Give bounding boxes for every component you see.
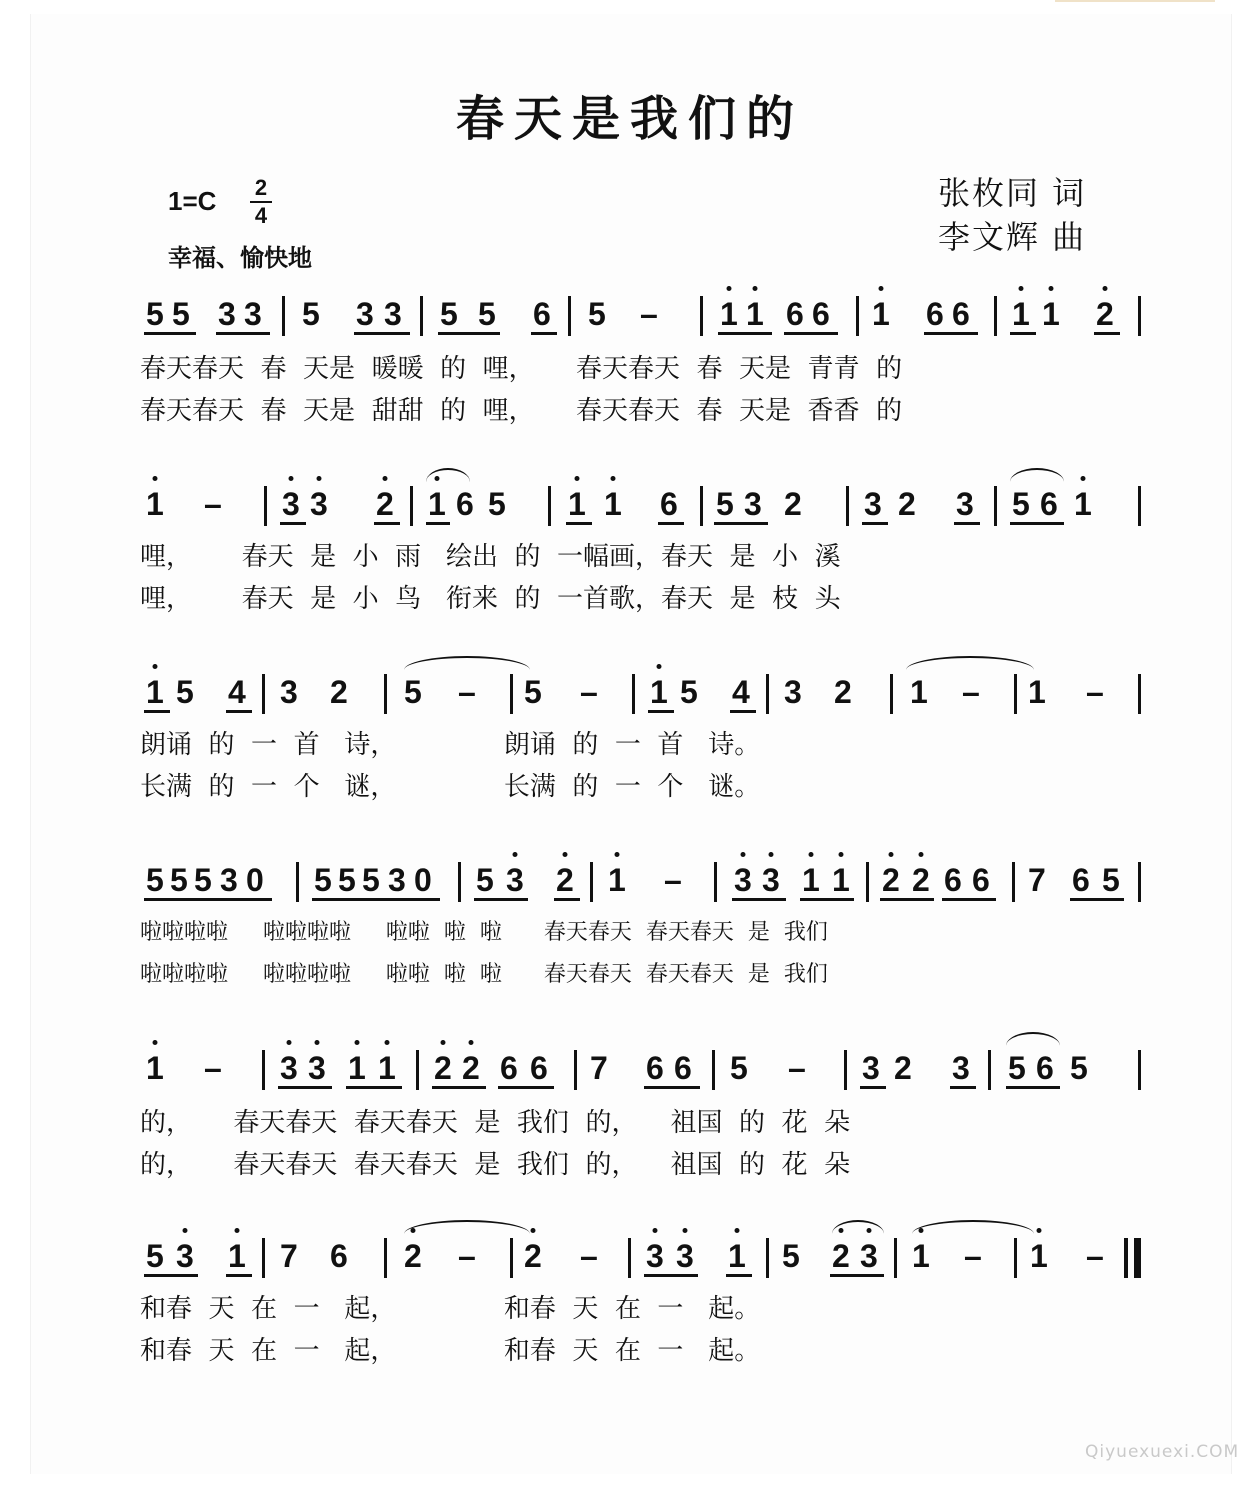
note: 5 <box>716 486 734 522</box>
note: 5 <box>170 862 188 898</box>
note: 1 <box>832 864 850 896</box>
barline <box>510 674 513 714</box>
rhythm-underline <box>880 898 934 901</box>
rhythm-underline <box>644 1086 700 1089</box>
final-barline <box>1124 1238 1128 1278</box>
rhythm-underline <box>730 710 756 713</box>
rhythm-underline <box>226 710 252 713</box>
octave-dot <box>918 852 923 857</box>
octave-dot <box>752 286 757 291</box>
note: 5 <box>146 1238 164 1274</box>
final-barline <box>1134 1238 1141 1278</box>
barline <box>632 674 635 714</box>
note: 1 <box>802 864 820 896</box>
barline <box>894 1238 897 1278</box>
octave-dot <box>682 1228 687 1233</box>
note: 3 <box>956 486 974 522</box>
rhythm-underline <box>226 1274 252 1277</box>
note: 5 <box>302 296 320 332</box>
note: 3 <box>176 1240 194 1272</box>
note: 3 <box>388 862 406 898</box>
rhythm-underline <box>498 1086 554 1089</box>
octave-dot <box>768 852 773 857</box>
dash-extension: – <box>580 1238 598 1274</box>
note: 3 <box>220 862 238 898</box>
note: 5 <box>1070 1050 1088 1086</box>
note: 2 <box>556 864 574 896</box>
rhythm-underline <box>474 898 528 901</box>
note: 3 <box>784 674 802 710</box>
note: 6 <box>646 1050 664 1086</box>
octave-dot <box>656 664 661 669</box>
note: 1 <box>872 298 890 330</box>
octave-dot <box>288 476 293 481</box>
barline <box>262 1050 265 1090</box>
note: 5 <box>176 674 194 710</box>
note: 3 <box>676 1240 694 1272</box>
note: 6 <box>972 862 990 898</box>
lyric-line-verse-2: 的， 春天春天 春天春天 是 我们 的， 祖国 的 花 朵 <box>140 1150 851 1180</box>
octave-dot <box>726 286 731 291</box>
time-signature-bottom: 4 <box>254 203 268 228</box>
octave-dot <box>1102 286 1107 291</box>
note: 1 <box>228 1240 246 1272</box>
rhythm-underline <box>658 522 684 525</box>
rhythm-underline <box>144 898 192 901</box>
rhythm-underline <box>354 332 410 335</box>
rhythm-underline <box>718 332 772 335</box>
barline <box>856 296 859 336</box>
note: 1 <box>746 298 764 330</box>
note: 0 <box>414 862 432 898</box>
octave-dot <box>152 664 157 669</box>
barline <box>866 862 869 902</box>
lyric-line-verse-1: 的， 春天春天 春天春天 是 我们 的， 祖国 的 花 朵 <box>140 1108 851 1138</box>
lyric-line-verse-1: 和春 天 在 一 起， 和春 天 在 一 起。 <box>140 1294 761 1324</box>
note: 4 <box>228 674 246 710</box>
octave-dot <box>1018 286 1023 291</box>
rhythm-underline <box>360 898 440 901</box>
lyric-line-verse-1: 朗诵 的 一 首 诗， 朗诵 的 一 首 诗。 <box>140 730 761 760</box>
octave-dot <box>512 852 517 857</box>
lyric-line-verse-2: 长满 的 一 个 谜， 长满 的 一 个 谜。 <box>140 772 761 802</box>
barline <box>548 486 551 526</box>
note: 6 <box>944 862 962 898</box>
note: 5 <box>172 296 190 332</box>
octave-dot <box>1080 476 1085 481</box>
note: 2 <box>912 864 930 896</box>
note: 5 <box>680 674 698 710</box>
note: 3 <box>864 486 882 522</box>
note: 5 <box>588 296 606 332</box>
barline <box>384 674 387 714</box>
barline <box>510 1238 513 1278</box>
barline <box>1138 862 1141 902</box>
note: 3 <box>862 1050 880 1086</box>
barline <box>420 296 423 336</box>
barline <box>416 1050 419 1090</box>
composer-credit: 李文辉 曲 <box>938 218 1087 256</box>
octave-dot <box>182 1228 187 1233</box>
note: 1 <box>1030 1240 1048 1272</box>
octave-dot <box>316 476 321 481</box>
note: 6 <box>330 1238 348 1274</box>
rhythm-underline <box>554 898 580 901</box>
note: 6 <box>1072 862 1090 898</box>
note: 5 <box>338 862 356 898</box>
note: 6 <box>456 486 474 522</box>
octave-dot <box>1048 286 1053 291</box>
rhythm-underline <box>1006 1086 1060 1089</box>
rhythm-underline <box>954 522 980 525</box>
note: 2 <box>894 1050 912 1086</box>
barline <box>994 296 997 336</box>
lyricist-credit: 张枚同 词 <box>938 174 1087 212</box>
time-signature <box>250 176 272 228</box>
note: 3 <box>244 296 262 332</box>
barline <box>458 862 461 902</box>
note: 5 <box>1008 1050 1026 1086</box>
lyric-line-verse-2: 和春 天 在 一 起， 和春 天 在 一 起。 <box>140 1336 761 1366</box>
note: 1 <box>348 1052 366 1084</box>
rhythm-underline <box>862 522 888 525</box>
rhythm-underline <box>644 1274 698 1277</box>
rhythm-underline <box>312 898 360 901</box>
octave-dot <box>354 1040 359 1045</box>
note: 7 <box>280 1238 298 1274</box>
rhythm-underline <box>216 332 270 335</box>
note: 2 <box>834 674 852 710</box>
tempo-marking: 幸福、愉快地 <box>168 244 312 272</box>
note: 3 <box>744 486 762 522</box>
barline <box>1138 486 1141 526</box>
note: 7 <box>1028 862 1046 898</box>
note: 0 <box>246 862 264 898</box>
barline <box>1138 674 1141 714</box>
note: 6 <box>952 296 970 332</box>
note: 2 <box>404 1240 422 1272</box>
rhythm-underline <box>346 1086 402 1089</box>
note: 2 <box>434 1052 452 1084</box>
note: 1 <box>728 1240 746 1272</box>
octave-dot <box>530 1228 535 1233</box>
barline <box>296 862 299 902</box>
note: 5 <box>404 674 422 710</box>
rhythm-underline <box>144 332 196 335</box>
barline <box>844 1050 847 1090</box>
note: 6 <box>812 296 830 332</box>
octave-dot <box>152 1040 157 1045</box>
lyric-line-verse-2: 哩， 春天 是 小 鸟 衔来 的 一首歌，春天 是 枝 头 <box>140 584 841 614</box>
note: 1 <box>428 488 446 520</box>
note: 1 <box>1012 298 1030 330</box>
note: 1 <box>568 488 586 520</box>
note: 2 <box>462 1052 480 1084</box>
barline <box>262 674 265 714</box>
barline <box>846 486 849 526</box>
rhythm-underline <box>374 522 400 525</box>
note: 6 <box>674 1050 692 1086</box>
rhythm-underline <box>1010 522 1064 525</box>
barline <box>574 1050 577 1090</box>
dash-extension: – <box>1086 1238 1104 1274</box>
key-signature: 1=C <box>168 186 217 216</box>
rhythm-underline <box>924 332 978 335</box>
dash-extension: – <box>788 1050 806 1086</box>
note: 3 <box>952 1050 970 1086</box>
barline <box>700 486 703 526</box>
note: 3 <box>310 488 328 520</box>
barline <box>590 862 593 902</box>
note: 3 <box>762 864 780 896</box>
note: 7 <box>590 1050 608 1086</box>
note: 3 <box>218 296 236 332</box>
note: 5 <box>194 862 212 898</box>
note: 3 <box>734 864 752 896</box>
note: 2 <box>882 864 900 896</box>
note: 1 <box>604 488 622 520</box>
note: 6 <box>926 296 944 332</box>
dash-extension: – <box>580 674 598 710</box>
rhythm-underline <box>192 898 272 901</box>
barline <box>700 296 703 336</box>
dash-extension: – <box>964 1238 982 1274</box>
rhythm-underline <box>1010 332 1036 335</box>
barline <box>282 296 285 336</box>
octave-dot <box>838 852 843 857</box>
octave-dot <box>314 1040 319 1045</box>
dash-extension: – <box>1086 674 1104 710</box>
note: 5 <box>730 1050 748 1086</box>
rhythm-underline <box>1094 332 1120 335</box>
note: 1 <box>378 1052 396 1084</box>
rhythm-underline <box>830 1274 884 1277</box>
lyric-line-verse-1: 啦啦啦啦 啦啦啦啦 啦啦 啦 啦 春天春天 春天春天 是 我们 <box>140 920 828 945</box>
barline <box>262 1238 265 1278</box>
dash-extension: – <box>962 674 980 710</box>
barline <box>712 1050 715 1090</box>
barline <box>1014 1238 1017 1278</box>
note: 5 <box>476 862 494 898</box>
rhythm-underline <box>531 332 557 335</box>
barline <box>568 296 571 336</box>
note: 4 <box>732 674 750 710</box>
note: 6 <box>1040 486 1058 522</box>
note: 3 <box>506 864 524 896</box>
rhythm-underline <box>426 522 450 525</box>
note: 6 <box>1036 1050 1054 1086</box>
note: 1 <box>608 864 626 896</box>
barline <box>1012 862 1015 902</box>
octave-dot <box>468 1040 473 1045</box>
dash-extension: – <box>640 296 658 332</box>
barline <box>714 862 717 902</box>
octave-dot <box>152 476 157 481</box>
octave-dot <box>888 852 893 857</box>
rhythm-underline <box>432 1086 486 1089</box>
rhythm-underline <box>726 1274 752 1277</box>
octave-dot <box>384 1040 389 1045</box>
barline <box>766 674 769 714</box>
barline <box>1138 1050 1141 1090</box>
note: 2 <box>1096 298 1114 330</box>
octave-dot <box>808 852 813 857</box>
note: 5 <box>146 862 164 898</box>
note: 1 <box>1028 674 1046 710</box>
note: 5 <box>362 862 380 898</box>
note: 1 <box>146 676 164 708</box>
note: 5 <box>1102 862 1120 898</box>
barline <box>628 1238 631 1278</box>
rhythm-underline <box>942 898 996 901</box>
note: 5 <box>1012 486 1030 522</box>
note: 6 <box>786 296 804 332</box>
barline <box>410 486 413 526</box>
rhythm-underline <box>280 522 306 525</box>
rhythm-underline <box>784 332 838 335</box>
octave-dot <box>740 852 745 857</box>
rhythm-underline <box>144 1274 198 1277</box>
note: 2 <box>330 674 348 710</box>
dash-extension: – <box>458 674 476 710</box>
top-border-line <box>1055 0 1215 8</box>
song-title: 春天是我们的 <box>455 91 804 147</box>
dash-extension: – <box>204 1050 222 1086</box>
note: 1 <box>650 676 668 708</box>
barline <box>766 1238 769 1278</box>
rhythm-underline <box>800 898 854 901</box>
note: 2 <box>784 486 802 522</box>
note: 6 <box>533 296 551 332</box>
rhythm-underline <box>648 710 674 713</box>
rhythm-underline <box>438 332 500 335</box>
note: 6 <box>500 1050 518 1086</box>
note: 3 <box>646 1240 664 1272</box>
octave-dot <box>878 286 883 291</box>
barline <box>1014 674 1017 714</box>
note: 1 <box>146 488 164 520</box>
barline <box>994 486 997 526</box>
note: 2 <box>832 1240 850 1272</box>
dash-extension: – <box>204 486 222 522</box>
note: 5 <box>440 296 458 332</box>
note: 1 <box>720 298 738 330</box>
rhythm-underline <box>732 898 786 901</box>
octave-dot <box>286 1040 291 1045</box>
note: 5 <box>782 1238 800 1274</box>
rhythm-underline <box>566 522 592 525</box>
note: 6 <box>530 1050 548 1086</box>
note: 3 <box>308 1052 326 1084</box>
barline <box>264 486 267 526</box>
octave-dot <box>1036 1228 1041 1233</box>
rhythm-underline <box>144 710 170 713</box>
note: 1 <box>146 1052 164 1084</box>
note: 5 <box>488 486 506 522</box>
dash-extension: – <box>458 1238 476 1274</box>
octave-dot <box>234 1228 239 1233</box>
barline <box>1138 296 1141 336</box>
dash-extension: – <box>664 862 682 898</box>
octave-dot <box>734 1228 739 1233</box>
octave-dot <box>382 476 387 481</box>
octave-dot <box>562 852 567 857</box>
barline <box>890 674 893 714</box>
octave-dot <box>652 1228 657 1233</box>
rhythm-underline <box>1070 898 1124 901</box>
note: 3 <box>280 674 298 710</box>
octave-dot <box>610 476 615 481</box>
note: 3 <box>280 1052 298 1084</box>
note: 1 <box>910 674 928 710</box>
time-signature-top: 2 <box>254 175 268 200</box>
note: 1 <box>1042 298 1060 330</box>
rhythm-underline <box>278 1086 332 1089</box>
note: 3 <box>860 1240 878 1272</box>
note: 2 <box>376 488 394 520</box>
lyric-line-verse-1: 春天春天 春 天是 暖暖 的 哩， 春天春天 春 天是 青青 的 <box>140 354 903 384</box>
barline <box>988 1050 991 1090</box>
note: 6 <box>660 486 678 522</box>
note: 3 <box>282 488 300 520</box>
rhythm-underline <box>714 522 768 525</box>
note: 5 <box>478 296 496 332</box>
octave-dot <box>574 476 579 481</box>
lyric-line-verse-2: 春天春天 春 天是 甜甜 的 哩， 春天春天 春 天是 香香 的 <box>140 396 903 426</box>
lyric-line-verse-1: 哩， 春天 是 小 雨 绘出 的 一幅画，春天 是 小 溪 <box>140 542 841 572</box>
note: 1 <box>1074 488 1092 520</box>
note: 3 <box>356 296 374 332</box>
rhythm-underline <box>860 1086 886 1089</box>
rhythm-underline <box>950 1086 976 1089</box>
octave-dot <box>440 1040 445 1045</box>
lyric-line-verse-2: 啦啦啦啦 啦啦啦啦 啦啦 啦 啦 春天春天 春天春天 是 我们 <box>140 962 828 987</box>
note: 1 <box>912 1240 930 1272</box>
note: 5 <box>314 862 332 898</box>
octave-dot <box>614 852 619 857</box>
barline <box>384 1238 387 1278</box>
note: 2 <box>524 1240 542 1272</box>
note: 2 <box>898 486 916 522</box>
note: 5 <box>146 296 164 332</box>
watermark: Qiyuexuexi.COM <box>1085 1442 1240 1462</box>
note: 3 <box>384 296 402 332</box>
note: 5 <box>524 674 542 710</box>
